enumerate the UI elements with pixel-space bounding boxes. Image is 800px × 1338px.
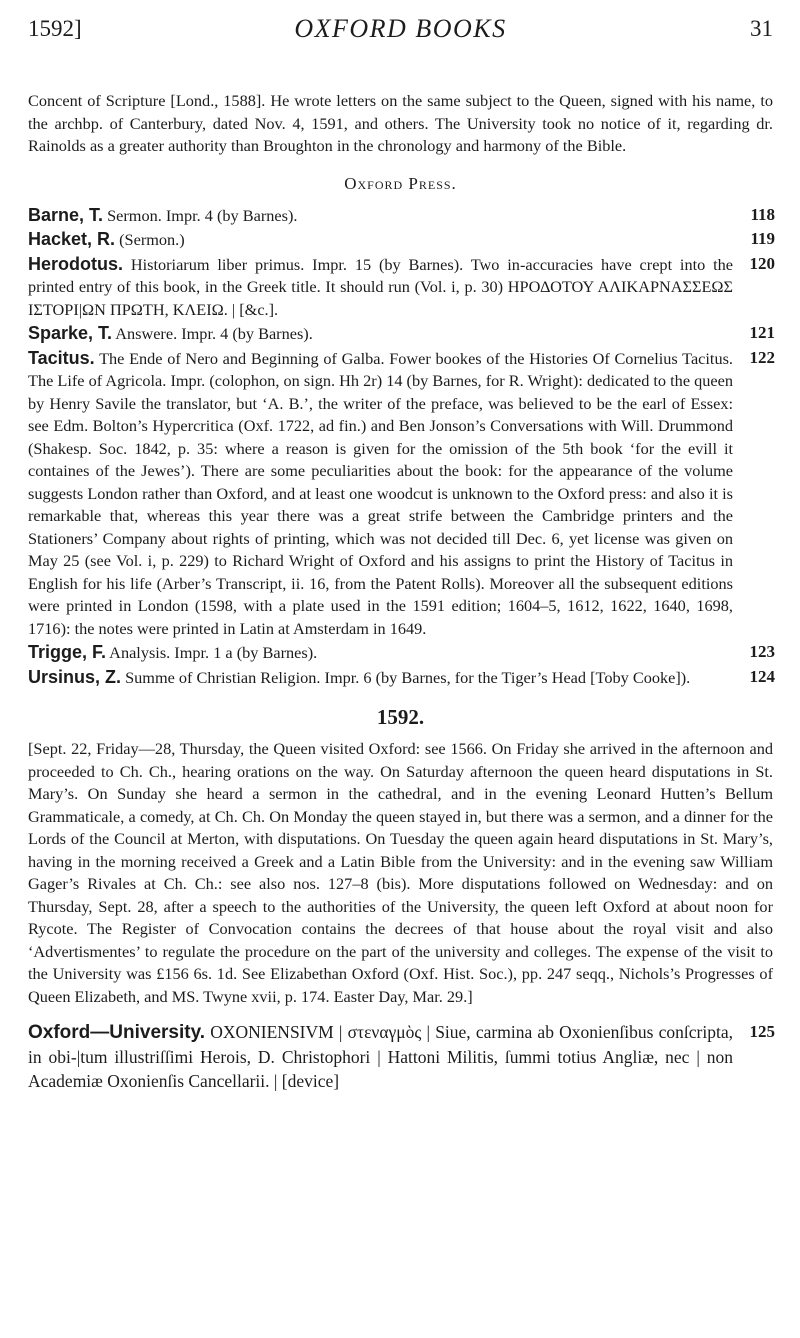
header-title: OXFORD BOOKS <box>294 14 507 43</box>
entry-name: Hacket, R. <box>28 229 116 249</box>
section-heading: Oxford Press. <box>344 173 457 193</box>
entry-name: Tacitus. <box>28 347 95 368</box>
entry-name: Herodotus. <box>28 253 124 274</box>
entry-text: Analysis. Impr. 1 a (by Barnes). <box>106 643 318 662</box>
entry-text: (Sermon.) <box>115 230 185 249</box>
entry-name: Barne, T. <box>28 204 104 225</box>
entry-number: 118 <box>750 204 775 224</box>
entry-oxford-university <box>28 1020 773 1093</box>
page-number: 31 <box>750 16 773 41</box>
entry-ursinus <box>28 666 773 690</box>
header-year: 1592] <box>28 16 82 41</box>
entry-name: Sparke, T. <box>28 323 113 343</box>
year-heading: 1592. <box>376 705 425 729</box>
entry-number: 123 <box>749 642 775 661</box>
running-header <box>28 12 773 58</box>
entry-herodotus <box>28 253 773 322</box>
entry-trigge <box>28 641 773 665</box>
entry-number: 124 <box>749 666 775 686</box>
entry-name: Ursinus, Z. <box>28 666 122 687</box>
entry-number: 120 <box>749 253 775 273</box>
entry-number: 119 <box>750 229 775 248</box>
entry-text: Answere. Impr. 4 (by Barnes). <box>112 324 313 343</box>
entry-number: 125 <box>749 1022 775 1041</box>
entry-name: Trigge, F. <box>28 642 107 662</box>
entry-sparke <box>28 322 773 346</box>
entry-text: OXONIENSIVM | στεναγμὸς | Siue, carmina ab Oxonienſibus conſcripta, in obi-|tum illustriſſimi Herois, D. Christophori | Hattoni Militis, ſummi totius Angliæ, nec | non Academiæ Oxonienſis Cancellarii. | [device] <box>28 1022 733 1091</box>
entry-text: Historiarum liber primus. Impr. 15 (by Barnes). Two in-accuracies have crept into the printed entry of this book, in the Greek title. It should run (Vol. i, p. 30) ΗΡΟΔΟΤΟΥ ΑΛΙΚΑΡΝΑΣΣΕΩΣ ΙΣΤΟΡΙ|ΩΝ ΠΡΩΤΗ, ΚΛΕΙΩ. | [&c.]. <box>28 254 733 319</box>
entry-number: 122 <box>749 347 775 367</box>
royal-visit-paragraph: [Sept. 22, Friday—28, Thursday, the Queen visited Oxford: see 1566. On Friday she arrived in the afternoon and proceeded to Ch. Ch., hearing orations on the way. On Saturday afternoon the queen heard disputations in St. Mary’s. On Sunday she heard a sermon in the cathedral, and in the evening Leonard Hutten’s Bellum Grammaticale, a comedy, at Ch. Ch. On Monday the queen stayed in, but there was a sermon, and a dinner for the Lords of the Council at Merton, with disputations. On Tuesday the queen again heard disputations in St. Mary’s, having in the morning received a Greek and a Latin Bible from the University: and in the evening saw William Gager’s Rivales at Ch. Ch.: see also nos. 127–8 (bis). More disputations followed on Wednesday: and on Thursday, Sept. 28, after a speech to the authorities of the University, the queen left Oxford at about noon for Rycote. The Register of Convocation contains the decrees of that house about the royal visit and also ‘Advertismentes’ to regulate the procedure on the part of the university and colleges. The expense of the visit to the University was £156 6s. 1d. See Elizabethan Oxford (Oxf. Hist. Soc.), pp. 247 seqq., Nichols’s Progresses of Queen Elizabeth, and MS. Twyne xvii, p. 174. Easter Day, Mar. 29.] <box>28 739 773 1006</box>
entry-name: Oxford—University. <box>28 1022 206 1043</box>
entry-number: 121 <box>749 323 775 342</box>
entry-hacket <box>28 228 773 252</box>
entry-tacitus <box>28 347 773 641</box>
entry-text: Summe of Christian Religion. Impr. 6 (by Barnes, for the Tiger’s Head [Toby Cooke]). <box>121 667 691 687</box>
entry-list <box>28 204 773 690</box>
entry-text: Sermon. Impr. 4 (by Barnes). <box>103 205 298 225</box>
intro-paragraph: Concent of Scripture [Lond., 1588]. He wrote letters on the same subject to the Queen, signed with his name, to the archbp. of Canterbury, dated Nov. 4, 1591, and others. The University took no notice of it, regarding dr. Rainolds as a greater authority than Broughton in the chronology and harmony of the Bible. <box>28 91 773 155</box>
entry-text: The Ende of Nero and Beginning of Galba. Fower bookes of the Histories Of Cornelius Tacitus. The Life of Agricola. Impr. (colophon, on sign. Hh 2r) 14 (by Barnes, for R. Wright): dedicated to the queen by Henry Savile the translator, but ‘A. B.’, the writer of the preface, was believed to be the earl of Essex: see Edm. Bolton’s Hypercritica (Oxf. 1722, ad fin.) and Ben Jonson’s Conversations with Will. Drummond (Shakesp. Soc. 1842, p. 35: where a reason is given for the omission of the 5th book ‘for the evill it containes of the Jewes’). There are some peculiarities about the book: for the appearance of the volume suggests London rather than Oxford, and at least one woodcut is unknown to the Oxford press: and also it is remarkable that, whereas this year there was a great strife between the Cambridge printers and the Stationers’ Company about rights of printing, which was not decided till Dec. 6, yet license was given on May 25 (see Vol. i, p. 229) to Richard Wright of Oxford and his assigns to print the History of Tacitus in English for his life (Arber’s Transcript, ii. 16, from the Patent Rolls). Moreover all the subsequent editions were printed in London (1598, with a plate used in the 1591 edition; 1604–5, 1612, 1622, 1640, 1698, 1716): the notes were printed in Latin at Amsterdam in 1649. <box>28 348 733 638</box>
book-page <box>28 12 773 1093</box>
entry-barne <box>28 204 773 228</box>
